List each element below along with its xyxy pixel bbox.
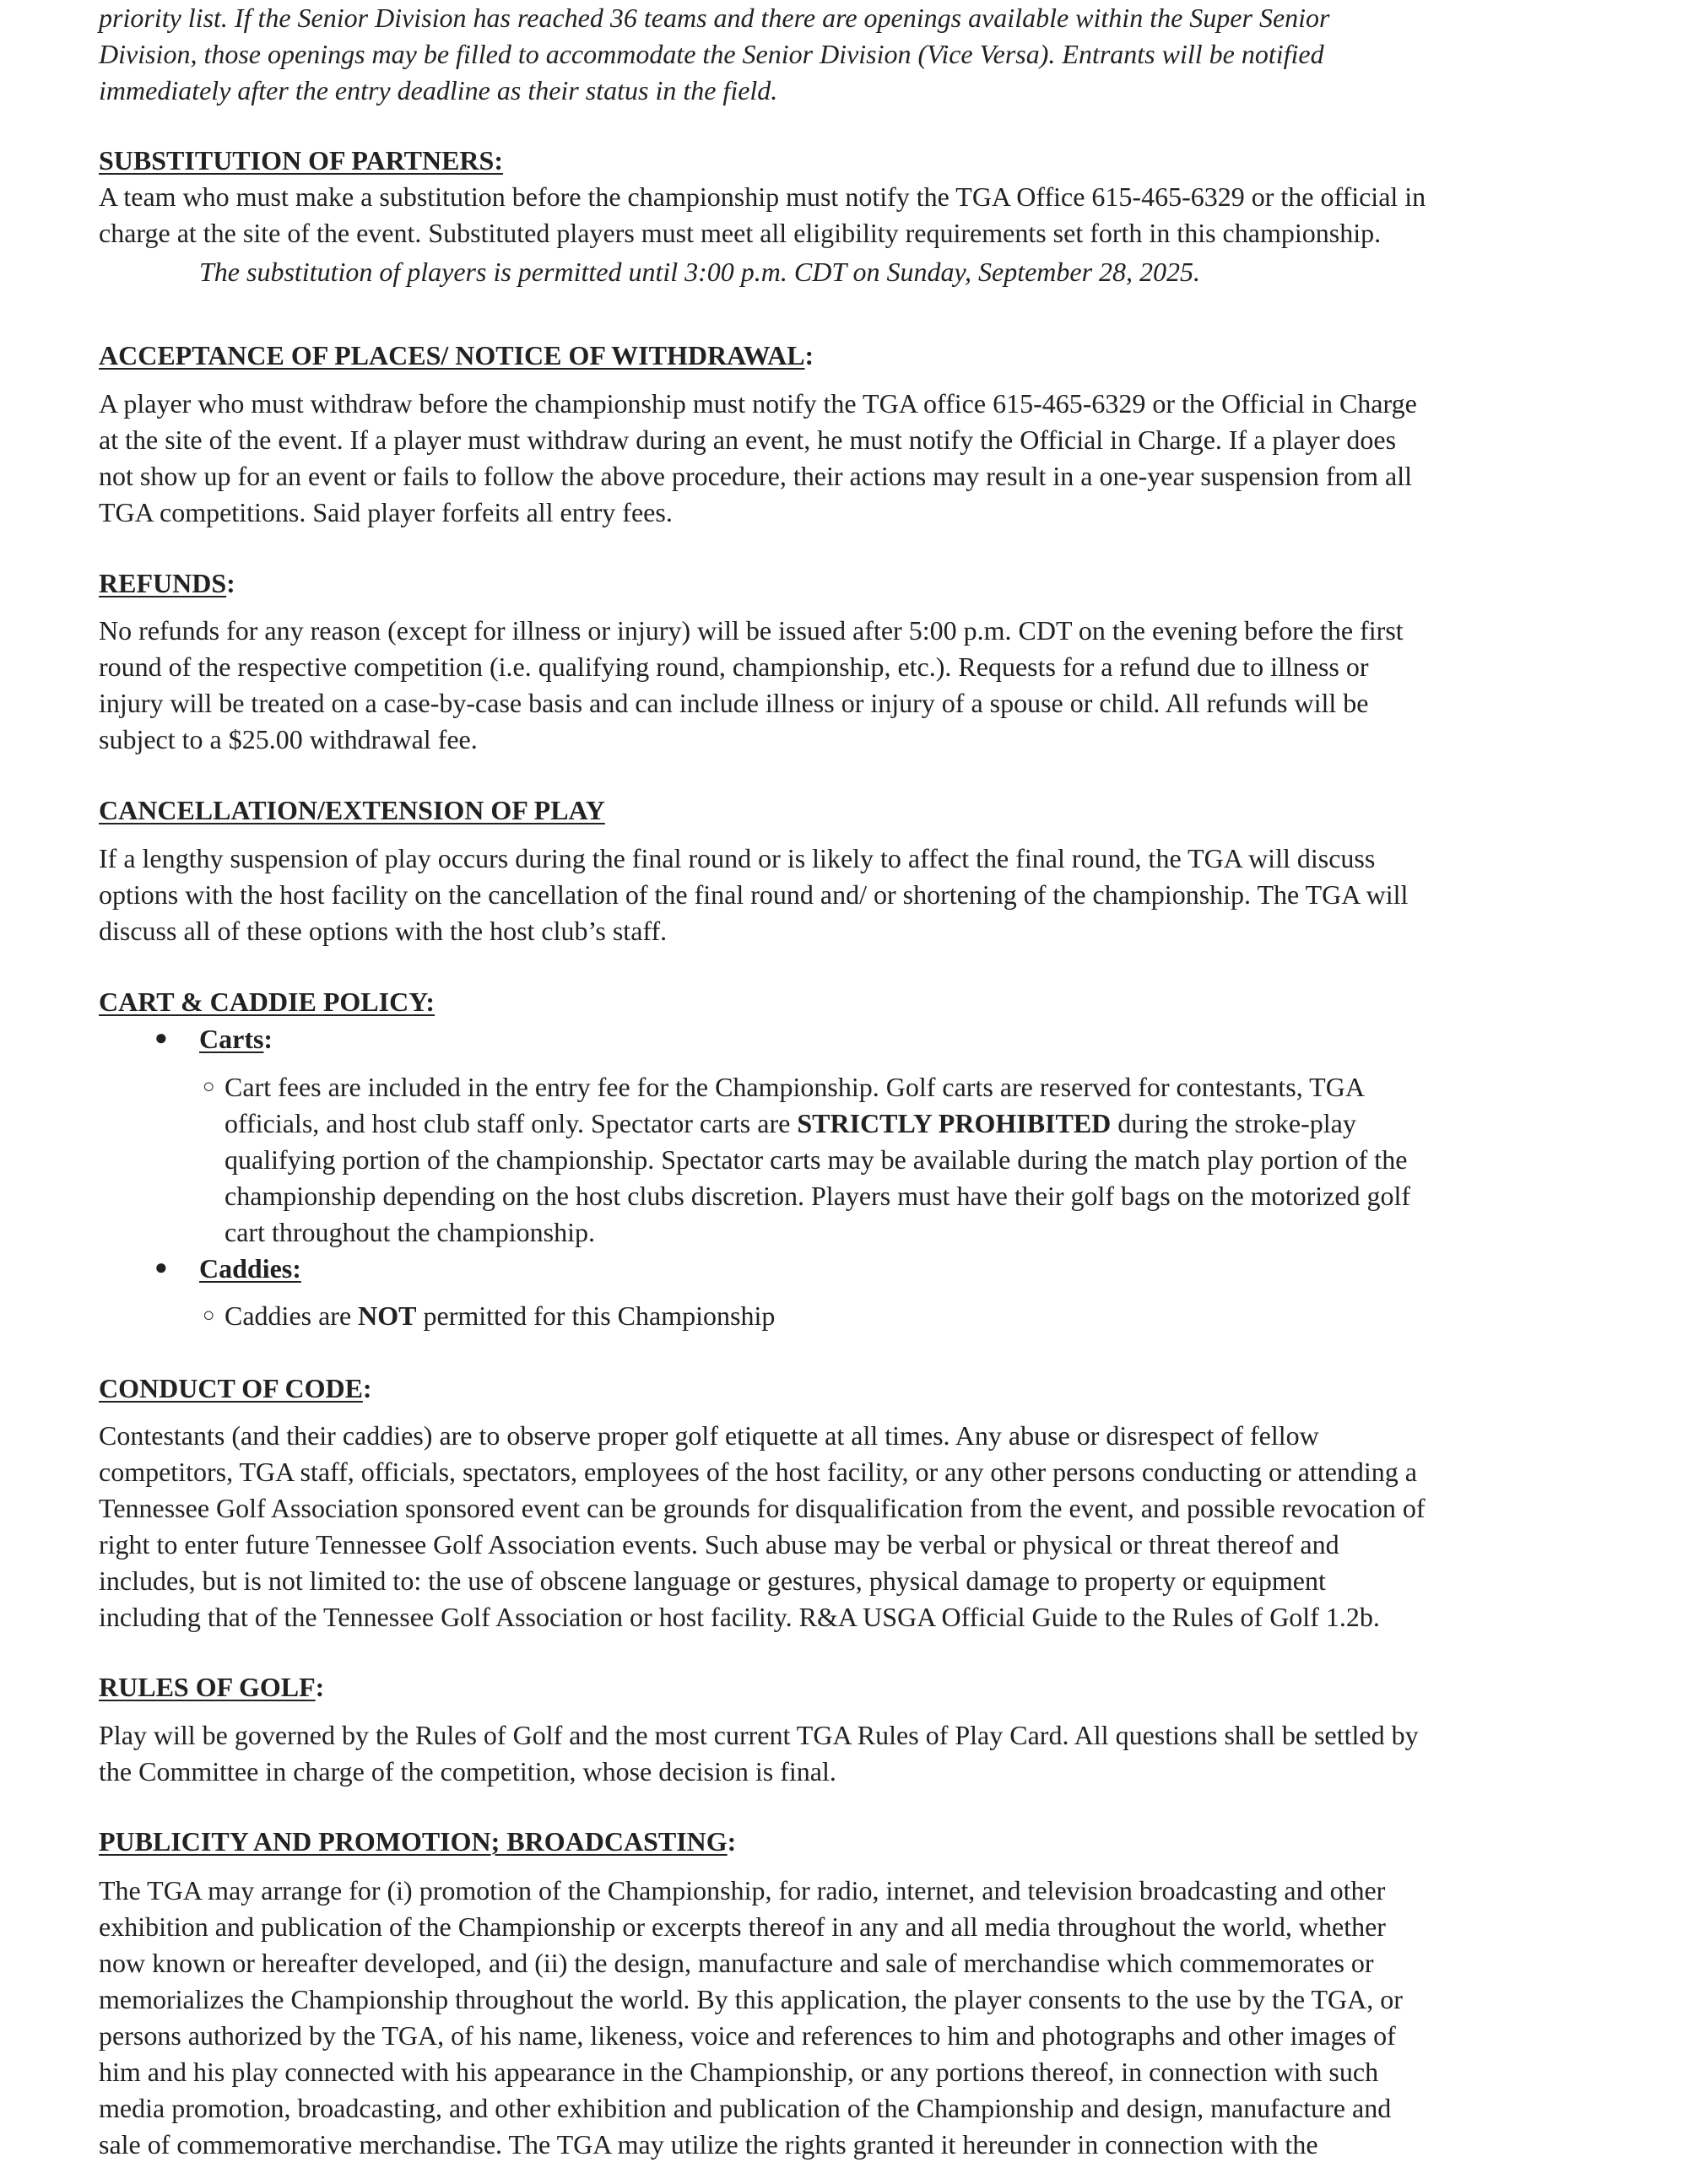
bullet-icon: ●	[154, 1025, 168, 1050]
intro-paragraph	[99, 0, 1601, 109]
text-line: championship depending on the host clubs discretion. Players must have their golf bags on the motorized golf	[225, 1181, 1411, 1211]
publicity-paragraph	[99, 1873, 1601, 2163]
text-line: persons authorized by the TGA, of his name, likeness, voice and references to him and photographs and other images of	[99, 2020, 1396, 2051]
text-line: immediately after the entry deadline as their status in the field.	[99, 75, 778, 105]
heading-colon: :	[362, 1373, 372, 1403]
text-line: now known or hereafter developed, and (ii) the design, manufacture and sale of merchandise which commemorates or	[99, 1948, 1374, 1978]
text-line: TGA competitions. Said player forfeits all entry fees.	[99, 497, 673, 527]
text-run: Caddies are	[225, 1300, 359, 1331]
heading-text: RULES OF GOLF	[99, 1672, 316, 1702]
text-line: Tennessee Golf Association sponsored event can be grounds for disqualification from the event, and possible revocation of	[99, 1493, 1426, 1523]
text-line: not show up for an event or fails to follow the above procedure, their actions may result in a one-year suspension from all	[99, 461, 1412, 491]
heading-publicity	[99, 1824, 1601, 1860]
refunds-paragraph	[99, 613, 1601, 758]
heading-text: CANCELLATION/EXTENSION OF PLAY	[99, 795, 605, 825]
text-line: the Committee in charge of the competition, whose decision is final.	[99, 1756, 836, 1787]
conduct-paragraph	[99, 1418, 1601, 1635]
carts-label	[199, 1021, 273, 1057]
heading-rules	[99, 1669, 1601, 1706]
text-line: options with the host facility on the cancellation of the final round and/ or shortening of the championship. The TGA will	[99, 879, 1409, 910]
heading-colon: :	[315, 1672, 325, 1702]
text-line: cart throughout the championship.	[225, 1217, 596, 1247]
text-line: media promotion, broadcasting, and other exhibition and publication of the Championship and design, manufacture and	[99, 2093, 1392, 2123]
heading-cart-caddie	[99, 984, 1601, 1020]
text-line: includes, but is not limited to: the use of obscene language or gestures, physical damage to property or equipment	[99, 1565, 1326, 1596]
caddies-paragraph	[225, 1298, 1609, 1334]
substitution-deadline-note: The substitution of players is permitted until 3:00 p.m. CDT on Sunday, September 28, 2025.	[199, 257, 1201, 287]
heading-text: CART & CADDIE POLICY:	[99, 987, 436, 1017]
text-run: during the stroke-play	[1111, 1108, 1356, 1138]
text-line: competitors, TGA staff, officials, spectators, employees of the host facility, or any other persons conducting or attending a	[99, 1457, 1417, 1487]
heading-text: CONDUCT OF CODE	[99, 1373, 363, 1403]
label-colon: :	[263, 1024, 273, 1054]
heading-substitution	[99, 143, 1601, 179]
text-line: charge at the site of the event. Substituted players must meet all eligibility requirements set forth in this championship.	[99, 218, 1382, 248]
text-line: No refunds for any reason (except for illness or injury) will be issued after 5:00 p.m. CDT on the evening before the first	[99, 615, 1404, 646]
heading-text: SUBSTITUTION OF PARTNERS:	[99, 145, 503, 176]
heading-refunds	[99, 565, 1601, 602]
text-line: subject to a $25.00 withdrawal fee.	[99, 724, 478, 754]
text-line: discuss all of these options with the host club’s staff.	[99, 916, 668, 946]
text-line: memorializes the Championship throughout the world. By this application, the player consents to the use by the TGA, or	[99, 1984, 1403, 2014]
text-run: officials, and host club staff only. Spectator carts are	[225, 1108, 798, 1138]
withdrawal-paragraph	[99, 386, 1601, 531]
text-line: priority list. If the Senior Division has reached 36 teams and there are openings available within the Super Senior	[99, 3, 1330, 33]
emphasis-text: STRICTLY PROHIBITED	[797, 1108, 1112, 1138]
text-line: Play will be governed by the Rules of Golf and the most current TGA Rules of Play Card. All questions shall be settled by	[99, 1720, 1419, 1750]
text-line: If a lengthy suspension of play occurs during the final round or is likely to affect the final round, the TGA will discuss	[99, 843, 1376, 873]
text-line: him and his play connected with his appearance in the Championship, or any portions thereof, in connection with such	[99, 2057, 1379, 2087]
heading-withdrawal	[99, 338, 1601, 374]
label-text: Caddies:	[199, 1253, 301, 1284]
heading-text: REFUNDS	[99, 568, 227, 598]
caddies-label	[199, 1251, 301, 1287]
bullet-icon: ●	[154, 1255, 168, 1279]
text-line: at the site of the event. If a player must withdraw during an event, he must notify the Official in Charge. If a player does	[99, 424, 1397, 455]
text-line: Division, those openings may be filled to accommodate the Senior Division (Vice Versa). Entrants will be notified	[99, 39, 1324, 69]
circle-bullet-icon: ○	[203, 1305, 215, 1327]
heading-conduct	[99, 1370, 1601, 1407]
text-line: right to enter future Tennessee Golf Association events. Such abuse may be verbal or physical or threat thereof and	[99, 1529, 1339, 1560]
text-line: The TGA may arrange for (i) promotion of the Championship, for radio, internet, and television broadcasting and other	[99, 1875, 1386, 1906]
heading-colon: :	[804, 340, 814, 370]
text-line: sale of commemorative merchandise. The TGA may utilize the rights granted it hereunder in connection with the	[99, 2129, 1318, 2160]
heading-cancellation	[99, 792, 1601, 829]
substitution-paragraph	[99, 179, 1601, 251]
emphasis-text: NOT	[358, 1300, 417, 1331]
text-line: A team who must make a substitution before the championship must notify the TGA Office 615-465-6329 or the official in	[99, 181, 1426, 212]
rules-paragraph	[99, 1717, 1601, 1790]
text-line: round of the respective competition (i.e. qualifying round, championship, etc.). Requests for a refund due to illness or	[99, 651, 1369, 682]
text-line: Cart fees are included in the entry fee for the Championship. Golf carts are reserved for contestants, TGA	[225, 1072, 1365, 1102]
text-line: A player who must withdraw before the championship must notify the TGA office 615-465-6329 or the Official in Charge	[99, 388, 1417, 419]
label-text: Carts	[199, 1024, 264, 1054]
text-line: injury will be treated on a case-by-case basis and can include illness or injury of a spouse or child. All refunds will be	[99, 688, 1369, 718]
heading-colon: :	[226, 568, 235, 598]
circle-bullet-icon: ○	[203, 1076, 215, 1098]
carts-paragraph	[225, 1069, 1609, 1251]
text-line: including that of the Tennessee Golf Association or host facility. R&A USGA Official Guide to the Rules of Golf 1.2b.	[99, 1602, 1380, 1632]
heading-text: ACCEPTANCE OF PLACES/ NOTICE OF WITHDRAWAL	[99, 340, 805, 370]
text-line: exhibition and publication of the Championship or excerpts thereof in any and all media throughout the world, whether	[99, 1911, 1386, 1942]
text-line	[225, 1106, 1609, 1142]
text-line: qualifying portion of the championship. Spectator carts may be available during the match play portion of the	[225, 1144, 1408, 1175]
text-run: permitted for this Championship	[416, 1300, 776, 1331]
cancellation-paragraph	[99, 841, 1601, 949]
heading-text: PUBLICITY AND PROMOTION; BROADCASTING	[99, 1826, 728, 1857]
text-line: Contestants (and their caddies) are to observe proper golf etiquette at all times. Any abuse or disrespect of fellow	[99, 1420, 1319, 1451]
heading-colon: :	[727, 1826, 737, 1857]
